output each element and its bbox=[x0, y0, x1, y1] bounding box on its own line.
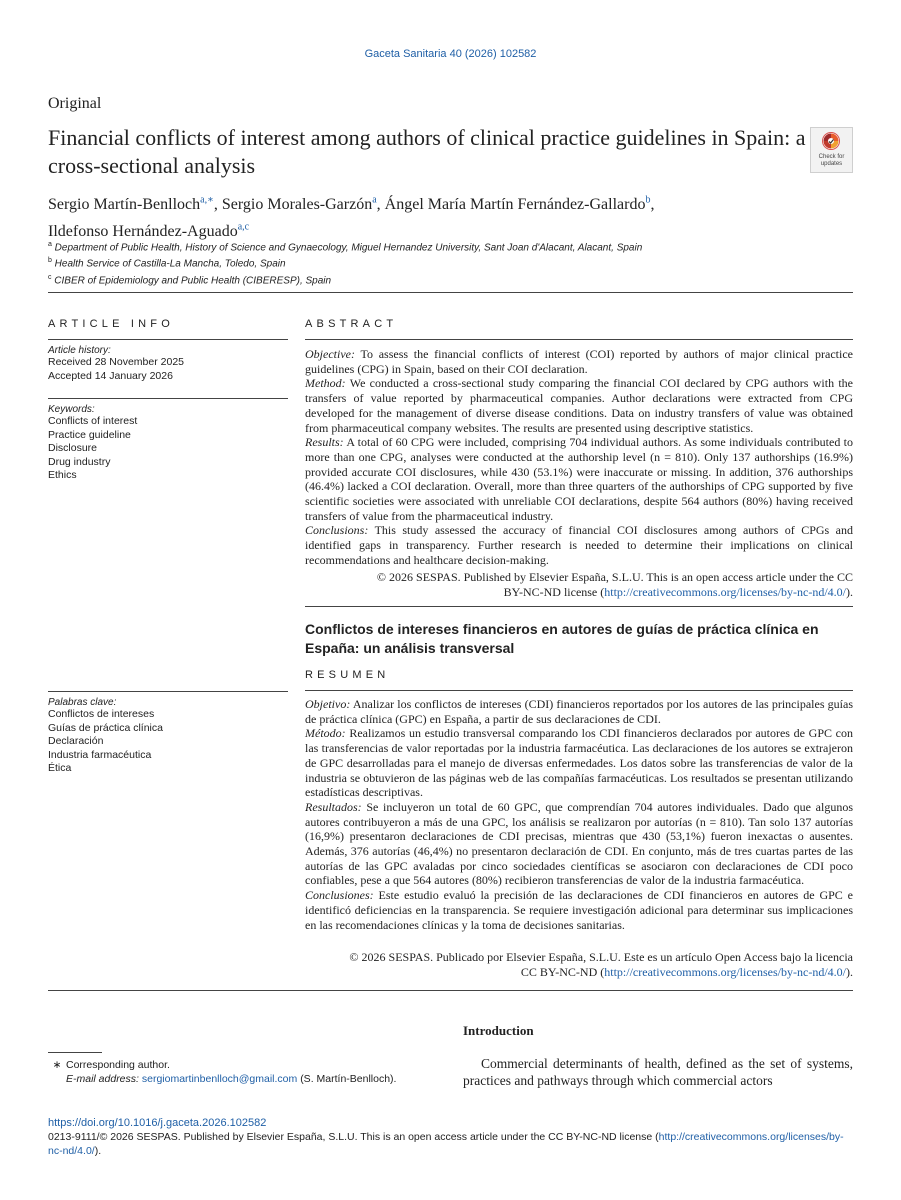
keyword: Practice guideline bbox=[48, 428, 131, 441]
resumen-section-label: Método: bbox=[305, 726, 346, 741]
introduction-heading: Introduction bbox=[463, 1023, 534, 1038]
email-label: E-mail address: bbox=[66, 1072, 139, 1085]
abstract-rule bbox=[305, 339, 853, 340]
affiliation-marker: b bbox=[48, 257, 52, 265]
author bbox=[385, 196, 655, 213]
palabra-clave: Declaración bbox=[48, 735, 104, 747]
article-info-heading: ARTICLE INFO bbox=[48, 318, 174, 330]
resumen-title: Conflictos de intereses financieros en autores de guías de práctica clínica en España: un análisis transversal bbox=[305, 621, 819, 656]
author bbox=[48, 196, 222, 213]
author-name: Sergio Martín-Benlloch bbox=[48, 196, 201, 214]
keyword: Conflicts of interest bbox=[48, 415, 138, 427]
issn-license-link[interactable]: http://creativecommons.org/licenses/by-nc-nd/4.0/ bbox=[48, 1131, 844, 1157]
keyword: Drug industry bbox=[48, 455, 111, 468]
resumen-body bbox=[305, 697, 853, 932]
author-name: Ildefonso Hernández-Aguado bbox=[48, 222, 238, 240]
palabras-label: Palabras clave: bbox=[48, 697, 117, 708]
accepted-date: Accepted 14 January 2026 bbox=[48, 369, 173, 382]
footnote-rule bbox=[48, 1052, 102, 1053]
header-rule bbox=[48, 292, 853, 293]
abstract-end-rule bbox=[305, 606, 853, 607]
keywords-rule bbox=[48, 398, 288, 399]
abstract-section bbox=[305, 376, 853, 435]
journal-citation-link[interactable]: Gaceta Sanitaria 40 (2026) 102582 bbox=[364, 48, 537, 60]
issn-text: 0213-9111/© 2026 SESPAS. Published by Elsevier España, S.L.U. This is an open access article under the CC BY-NC-ND license ( bbox=[48, 1131, 659, 1143]
resumen-section-text: Este estudio evaluó la precisión de las declaraciones de CDI financieros en autores de GPC e identificó deficiencias en la transparencia. Se requiere investigación adicional para determinar sus implicaciones en las recomendaciones clínicas y la toma de decisiones sanitarias. bbox=[305, 888, 853, 932]
resumen-section-label: Resultados: bbox=[305, 799, 362, 814]
issn-text-end: ). bbox=[94, 1144, 102, 1157]
keyword: Ethics bbox=[48, 469, 77, 481]
abstract-section-label: Method: bbox=[305, 376, 346, 391]
author bbox=[222, 196, 385, 213]
author-affiliation-marker[interactable]: a bbox=[372, 195, 377, 206]
author-name: Sergio Morales-Garzón bbox=[221, 196, 373, 214]
article-type: Original bbox=[48, 95, 102, 112]
resumen-section-text: Se incluyeron un total de 60 GPC, que comprendían 704 autores individuales. Dado que algunos autores contribuyeron a más de una GPC, los análisis se realizaron por autorías (n = 810). Tan solo 137 autorías (16,9%) presentaron declaraciones de CDI precisas, mientras que 430 (53,1%) fueron inexactas o ausentes. Además, 376 autorías (46,4%) no presentaron declaración de CDI. En conjunto, más de tres cuartas partes de las autorías de las GPC avaladas por cinco sociedades científicas se asociaron con declaraciones de CDI poco confiables, pese a que 564 autores (80%) recibieron transferencias de valor de la industria farmacéutica. bbox=[305, 799, 853, 888]
palabra-clave: Conflictos de intereses bbox=[48, 708, 155, 720]
footnote-marker: ∗ bbox=[52, 1059, 62, 1071]
abstract-license-pre: BY-NC-ND license ( bbox=[503, 584, 605, 599]
author bbox=[48, 223, 249, 240]
corresponding-author-footnote bbox=[48, 1059, 448, 1086]
resumen-section-text: Analizar los conflictos de intereses (CDI) financieros reportados por los autores de las principales guías de práctica clínica (GPC) en España, a partir de sus declaraciones de CDI. bbox=[305, 697, 853, 726]
resumen-license-link[interactable]: http://creativecommons.org/licenses/by-nc-nd/4.0/ bbox=[604, 964, 846, 979]
keywords-label: Keywords: bbox=[48, 404, 95, 415]
affiliation-item bbox=[48, 255, 868, 271]
abstract-license-post: ). bbox=[846, 584, 853, 599]
author-affiliation-marker[interactable]: b bbox=[645, 195, 651, 206]
resumen-license-post: ). bbox=[846, 964, 853, 979]
introduction-text: Commercial determinants of health, defined as the set of systems, practices and pathways through which commercial actors bbox=[463, 1056, 853, 1088]
resumen-section-text: Realizamos un estudio transversal comparando los CDI financieros declarados por autores de GPC con las transferencias de valor reportadas por la industria farmacéutica. Las declaraciones de los autores se extrajeron de GPC desarrolladas para el manejo de diversas enfermedades. Los datos sobre las transferencias de valor de la industria se obtuvieron de las páginas web de las compañías farmacéuticas. Los resultados se presentan utilizando estadísticas descriptivas. bbox=[305, 726, 853, 800]
abstract-section-text: A total of 60 CPG were included, comprising 704 individual authors. As some individuals contributed to more than one CPG, analyses were conducted at the authorship level (n = 810). Only 137 authorships (16.9%) provided accurate COI disclosures, while 430 (53.1%) were inaccurate or missing. In addition, 376 authorships (46.4%) lacked a COI declaration. Overall, more than three quarters of the authorships of CPG supported by five scientific societies were associated with unreliable COI declarations, despite 564 authors (80%) having received transfers of value from the pharmaceutical industry. bbox=[305, 435, 853, 523]
affiliation-text: Health Service of Castilla-La Mancha, Toledo, Spain bbox=[51, 258, 286, 270]
article-title: Financial conflicts of interest among authors of clinical practice guidelines in Spain: a cross-sectional analysis bbox=[48, 125, 806, 178]
keywords-block bbox=[48, 404, 288, 483]
abstract-section bbox=[305, 435, 853, 523]
doi-link[interactable]: https://doi.org/10.1016/j.gaceta.2026.102582 bbox=[48, 1117, 267, 1129]
email-owner: (S. Martín-Benlloch). bbox=[300, 1072, 397, 1085]
check-for-updates-badge[interactable] bbox=[810, 127, 853, 173]
abstract-section-label: Objective: bbox=[305, 347, 355, 361]
footnote-line2 bbox=[48, 1073, 448, 1087]
issn-license-line bbox=[48, 1131, 853, 1158]
abstract-section-label: Conclusions: bbox=[305, 523, 369, 538]
abstract-copyright-line1: © 2026 SESPAS. Published by Elsevier España, S.L.U. This is an open access article under the CC bbox=[376, 570, 853, 584]
abstract-section-label: Results: bbox=[305, 435, 344, 450]
affiliation-marker: c bbox=[48, 273, 52, 281]
check-for-updates-icon bbox=[822, 132, 840, 150]
resumen-copyright-line1: © 2026 SESPAS. Publicado por Elsevier España, S.L.U. Este es un artículo Open Access bajo la licencia bbox=[349, 950, 853, 964]
author-separator: , bbox=[376, 196, 385, 214]
resumen-section-label: Objetivo: bbox=[305, 697, 351, 711]
palabras-rule bbox=[48, 691, 288, 692]
resumen-copyright-line2 bbox=[305, 965, 853, 980]
abstract-copyright-line2 bbox=[305, 585, 853, 600]
author-list bbox=[48, 190, 848, 243]
check-for-updates-text: Check for updates bbox=[818, 154, 845, 167]
article-history-label: Article history: bbox=[48, 345, 111, 356]
resumen-section bbox=[305, 697, 853, 726]
resumen-heading: RESUMEN bbox=[305, 669, 390, 681]
resumen-license-pre: CC BY-NC-ND ( bbox=[520, 964, 605, 979]
article-info-rule bbox=[48, 339, 288, 340]
affiliation-item bbox=[48, 272, 868, 288]
abstract-section-text: To assess the financial conflicts of interest (COI) reported by authors of major clinical practice guidelines (CPG) in Spain, based on their COI declaration. bbox=[305, 347, 853, 376]
affiliation-item bbox=[48, 239, 868, 255]
article-history bbox=[48, 345, 288, 383]
abstract-heading: ABSTRACT bbox=[305, 318, 398, 330]
author-separator: , bbox=[650, 196, 655, 214]
affiliation-text: CIBER of Epidemiology and Public Health (CIBERESP), Spain bbox=[51, 274, 332, 286]
palabra-clave: Guías de práctica clínica bbox=[48, 721, 163, 734]
affiliation-text: Department of Public Health, History of Science and Gynaecology, Miguel Hernandez University, Sant Joan d'Alacant, Alacant, Spain bbox=[51, 242, 643, 254]
abstract-body bbox=[305, 347, 853, 568]
abstract-section-text: We conducted a cross-sectional study comparing the financial COI declared by CPG authors with the transfers of value reported by pharmaceutical companies. Author declarations were extracted from CPG developed for the management of diverse disease conditions. Data on industry transfers of value was obtained from pharmaceutical company websites. The results are presented using descriptive statistics. bbox=[305, 376, 853, 435]
abstract-copyright bbox=[305, 570, 853, 599]
author-name: Ángel María Martín Fernández-Gallardo bbox=[384, 196, 646, 214]
palabra-clave: Ética bbox=[48, 762, 72, 774]
resumen-section-label: Conclusiones: bbox=[305, 888, 374, 903]
affiliations bbox=[48, 239, 868, 288]
resumen-section bbox=[305, 726, 853, 800]
author-affiliation-marker[interactable]: a,∗ bbox=[200, 195, 214, 206]
resumen-section bbox=[305, 800, 853, 888]
abstract-license-link[interactable]: http://creativecommons.org/licenses/by-nc-nd/4.0/ bbox=[604, 584, 846, 599]
palabras-block bbox=[48, 697, 288, 776]
received-date: Received 28 November 2025 bbox=[48, 356, 184, 368]
abstract-section bbox=[305, 347, 853, 376]
abstract-section bbox=[305, 523, 853, 567]
author-affiliation-marker[interactable]: a,c bbox=[237, 221, 250, 233]
footnote-line1 bbox=[48, 1059, 448, 1073]
resumen-copyright bbox=[305, 950, 853, 979]
footnote-label: Corresponding author. bbox=[66, 1059, 170, 1071]
email-link[interactable]: sergiomartinbenlloch@gmail.com bbox=[141, 1072, 298, 1085]
keyword: Disclosure bbox=[48, 442, 98, 454]
author-separator: , bbox=[213, 196, 222, 214]
affiliation-marker: a bbox=[48, 241, 52, 248]
palabra-clave: Industria farmacéutica bbox=[48, 748, 152, 761]
body-rule bbox=[48, 990, 853, 991]
abstract-section-text: This study assessed the accuracy of financial COI disclosures among authors of CPGs and identified gaps in transparency. Further research is needed to determine their implications on clinical recommendations and healthcare decision-making. bbox=[305, 523, 853, 567]
resumen-rule bbox=[305, 690, 853, 691]
resumen-section bbox=[305, 888, 853, 932]
